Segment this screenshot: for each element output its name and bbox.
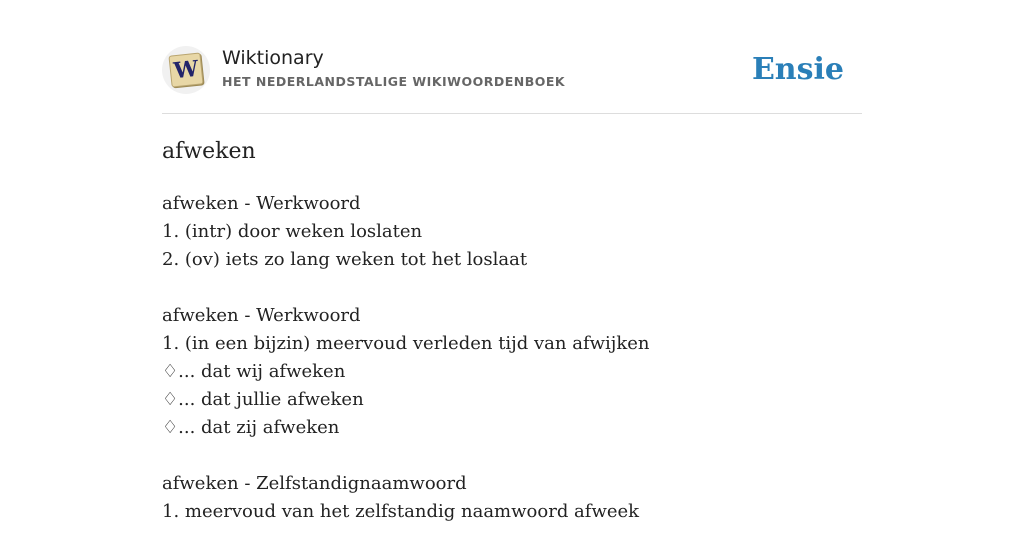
page-title: afweken bbox=[162, 139, 256, 164]
ensie-logo-link[interactable]: Ensie bbox=[751, 52, 844, 87]
entry-werkwoord-1 bbox=[162, 190, 862, 274]
entry-heading: afweken - Werkwoord bbox=[162, 193, 361, 214]
definition-line: 1. (in een bijzin) meervoud verleden tijd van afwijken bbox=[162, 333, 650, 354]
definition-line: 1. (intr) door weken loslaten bbox=[162, 221, 423, 242]
definition-line: 2. (ov) iets zo lang weken tot het loslaat bbox=[162, 249, 528, 270]
entry-zelfstandignaamwoord bbox=[162, 470, 862, 526]
wiktionary-logo[interactable] bbox=[162, 46, 210, 94]
definition-line: 1. meervoud van het zelfstandig naamwoord afweek bbox=[162, 501, 640, 522]
site-subtitle: HET NEDERLANDSTALIGE WIKIWOORDENBOEK bbox=[222, 74, 566, 89]
header-divider bbox=[162, 113, 862, 114]
site-name[interactable]: Wiktionary bbox=[222, 47, 324, 69]
example-line: ♢... dat zij afweken bbox=[162, 417, 340, 438]
logo-letter: W bbox=[172, 55, 200, 85]
entry-heading: afweken - Zelfstandignaamwoord bbox=[162, 473, 467, 494]
site-header bbox=[162, 46, 862, 114]
logo-tile-icon bbox=[168, 52, 203, 87]
entry-heading: afweken - Werkwoord bbox=[162, 305, 361, 326]
entry-werkwoord-2 bbox=[162, 302, 862, 442]
example-line: ♢... dat wij afweken bbox=[162, 361, 346, 382]
example-line: ♢... dat jullie afweken bbox=[162, 389, 364, 410]
definitions bbox=[162, 190, 862, 554]
